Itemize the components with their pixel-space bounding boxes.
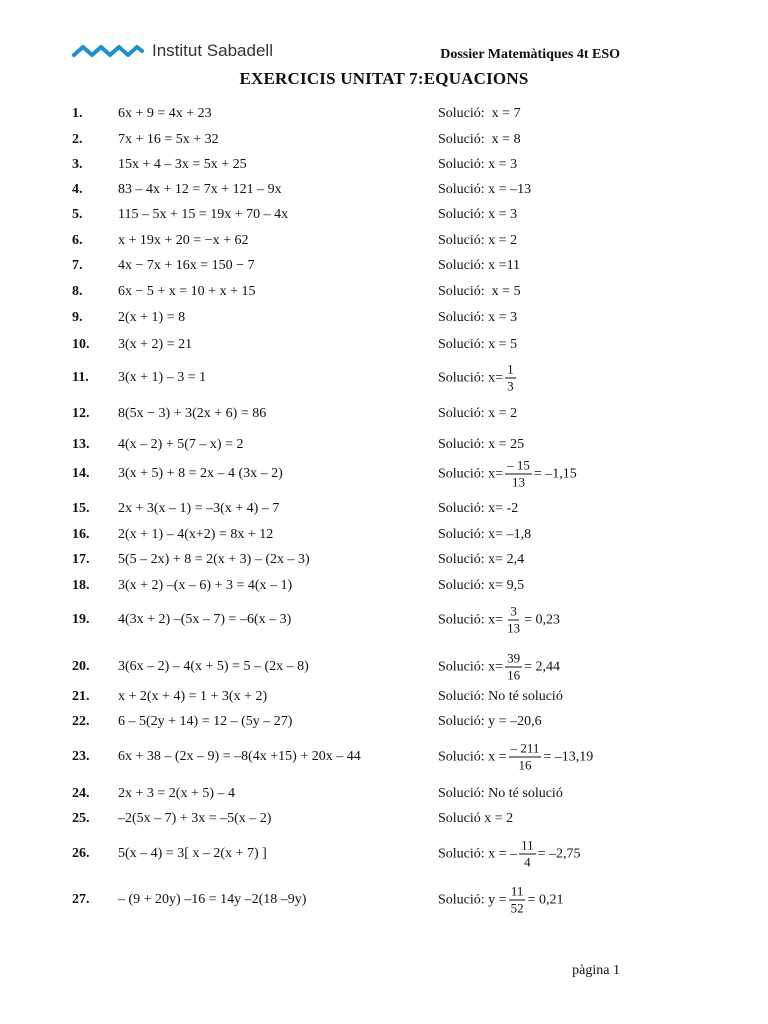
solution xyxy=(438,527,531,543)
solution-decimal: = 0,23 xyxy=(524,612,560,627)
exercise-row xyxy=(0,883,768,916)
solution-text: Solució: x = 8 xyxy=(438,132,521,147)
equation: 15x + 4 – 3x = 5x + 25 xyxy=(118,157,247,172)
solution-text: Solució: x= xyxy=(438,370,504,385)
solution-decimal: = –1,15 xyxy=(533,466,577,481)
solution-fraction xyxy=(519,838,536,871)
exercise-number: 24. xyxy=(72,786,90,801)
equation: 115 – 5x + 15 = 19x + 70 – 4x xyxy=(118,207,289,222)
exercise-number: 26. xyxy=(72,846,90,861)
solution xyxy=(438,552,524,568)
solution-text: Solució: No té solució xyxy=(438,786,563,801)
page-number: pàgina 1 xyxy=(572,963,620,978)
solution-text: Solució: x = – xyxy=(438,846,518,861)
solution xyxy=(438,182,531,198)
exercise-row xyxy=(0,361,768,394)
school-logo xyxy=(72,40,273,62)
solution-text: Solució: x = 7 xyxy=(438,106,521,121)
exercise-row xyxy=(0,685,768,709)
exercise-row xyxy=(0,497,768,521)
equation: – (9 + 20y) –16 = 14y –2(18 –9y) xyxy=(118,892,307,907)
fraction-denominator: 4 xyxy=(524,854,531,870)
equation: –2(5x – 7) + 3x = –5(x – 2) xyxy=(118,811,272,826)
solution xyxy=(438,310,517,326)
solution-text: Solució: x= -2 xyxy=(438,501,519,516)
solution xyxy=(438,714,542,730)
exercise-number: 23. xyxy=(72,749,90,764)
equation: x + 19x + 20 = −x + 62 xyxy=(118,233,249,248)
equation: 3(x + 1) – 3 = 1 xyxy=(118,370,207,385)
page-title: EXERCICIS UNITAT 7:EQUACIONS xyxy=(239,69,529,88)
exercise-row xyxy=(0,548,768,572)
solution-text: Solució: No té solució xyxy=(438,689,563,704)
equation: 8(5x − 3) + 3(2x + 6) = 86 xyxy=(118,406,267,421)
solution xyxy=(438,157,517,173)
solution xyxy=(438,106,521,122)
exercise-number: 11. xyxy=(72,370,89,385)
exercise-number: 2. xyxy=(72,132,83,147)
exercise-number: 5. xyxy=(72,207,83,222)
solution-text: Solució: x = 3 xyxy=(438,310,518,325)
solution xyxy=(438,786,563,802)
exercise-row xyxy=(0,782,768,806)
fraction-numerator: 11 xyxy=(510,883,524,899)
exercise-row xyxy=(0,433,768,457)
fraction-denominator: 13 xyxy=(507,620,521,636)
exercise-row xyxy=(0,153,768,177)
solution xyxy=(438,458,577,491)
solution-text: Solució: x = 25 xyxy=(438,437,525,452)
exercise-row xyxy=(0,807,768,831)
equation: 2(x + 1) = 8 xyxy=(118,310,186,325)
exercise-row xyxy=(0,523,768,547)
exercise-number: 7. xyxy=(72,258,83,273)
equation: x + 2(x + 4) = 1 + 3(x + 2) xyxy=(118,689,268,704)
exercise-number: 20. xyxy=(72,659,90,674)
exercise-row xyxy=(0,333,768,357)
exercise-row xyxy=(0,254,768,278)
solution xyxy=(438,838,581,871)
solution-fraction xyxy=(505,604,522,637)
solution xyxy=(438,362,518,395)
equation: 5(5 – 2x) + 8 = 2(x + 3) – (2x – 3) xyxy=(118,552,310,567)
solution-text: Solució: x= xyxy=(438,659,504,674)
solution-decimal: = 0,21 xyxy=(527,892,564,907)
exercise-row xyxy=(0,710,768,734)
solution-text: Solució: x = 2 xyxy=(438,406,518,421)
exercise-number: 25. xyxy=(72,811,90,826)
solution xyxy=(438,437,524,453)
exercise-number: 4. xyxy=(72,182,83,197)
equation: 4(3x + 2) –(5x – 7) = –6(x – 3) xyxy=(118,612,292,627)
exercise-number: 10. xyxy=(72,337,90,352)
solution xyxy=(438,689,563,705)
solution-text: Solució: x= –1,8 xyxy=(438,527,532,542)
exercise-row xyxy=(0,740,768,773)
solution-text: Solució: x = 3 xyxy=(438,207,518,222)
solution xyxy=(438,406,517,422)
exercise-row xyxy=(0,128,768,152)
solution xyxy=(438,207,517,223)
solution-text: Solució: x = 5 xyxy=(438,284,521,299)
fraction-denominator: 13 xyxy=(511,474,525,490)
solution-fraction xyxy=(505,362,516,395)
fraction-denominator: 16 xyxy=(507,667,521,683)
solution xyxy=(438,604,560,637)
equation: 6x + 38 – (2x – 9) = –8(4x +15) + 20x – 44 xyxy=(118,749,361,764)
solution-text: Solució: x= xyxy=(438,612,504,627)
solution xyxy=(438,578,524,594)
equation: 83 – 4x + 12 = 7x + 121 – 9x xyxy=(118,182,282,197)
fraction-numerator: 11 xyxy=(521,837,534,853)
solution-text: Solució: y = xyxy=(438,892,507,907)
solution-text: Solució: x = 3 xyxy=(438,157,518,172)
solution-text: Solució: x= 9,5 xyxy=(438,578,525,593)
solution-fraction xyxy=(509,884,526,917)
equation: 3(x + 2) –(x – 6) + 3 = 4(x – 1) xyxy=(118,578,293,593)
fraction-denominator: 52 xyxy=(510,900,524,916)
equation: 4x − 7x + 16x = 150 − 7 xyxy=(118,258,255,273)
exercise-row xyxy=(0,203,768,227)
exercise-number: 9. xyxy=(72,310,83,325)
solution-decimal: = –13,19 xyxy=(543,749,594,764)
exercise-row xyxy=(0,229,768,253)
solution xyxy=(438,337,517,353)
equation: 3(x + 5) + 8 = 2x – 4 (3x – 2) xyxy=(118,466,283,481)
solution-text: Solució: x = 5 xyxy=(438,337,518,352)
fraction-denominator: 3 xyxy=(507,378,514,394)
equation: 2x + 3(x – 1) = –3(x + 4) – 7 xyxy=(118,501,280,516)
equation: 2x + 3 = 2(x + 5) – 4 xyxy=(118,786,236,801)
fraction-numerator: 3 xyxy=(510,603,517,619)
exercise-row xyxy=(0,402,768,426)
exercise-row xyxy=(0,457,768,490)
equation: 6x + 9 = 4x + 23 xyxy=(118,106,212,121)
exercise-row xyxy=(0,178,768,202)
equation: 5(x – 4) = 3[ x – 2(x + 7) ] xyxy=(118,846,267,861)
exercise-number: 16. xyxy=(72,527,90,542)
solution xyxy=(438,651,560,684)
solution xyxy=(438,233,517,249)
exercise-row xyxy=(0,837,768,870)
exercise-number: 13. xyxy=(72,437,90,452)
fraction-numerator: – 15 xyxy=(507,457,530,473)
exercise-number: 17. xyxy=(72,552,90,567)
solution-text: Solució x = 2 xyxy=(438,811,514,826)
exercise-number: 15. xyxy=(72,501,90,516)
exercise-number: 3. xyxy=(72,157,83,172)
exercise-number: 6. xyxy=(72,233,83,248)
exercise-row xyxy=(0,102,768,126)
solution-decimal: = 2,44 xyxy=(524,659,560,674)
exercise-number: 19. xyxy=(72,612,90,627)
solution xyxy=(438,501,518,517)
exercise-row xyxy=(0,603,768,636)
logo-text: Institut Sabadell xyxy=(152,41,273,60)
solution-fraction xyxy=(509,741,542,774)
fraction-numerator: 39 xyxy=(507,650,521,666)
exercise-number: 14. xyxy=(72,466,90,481)
solution-text: Solució: x =11 xyxy=(438,258,521,273)
wave-logo-icon xyxy=(72,43,144,59)
solution-text: Solució: x = xyxy=(438,749,507,764)
exercise-row xyxy=(0,306,768,330)
solution xyxy=(438,741,593,774)
exercise-number: 1. xyxy=(72,106,83,121)
fraction-numerator: 1 xyxy=(507,361,514,377)
fraction-numerator: – 211 xyxy=(510,740,540,756)
equation: 6x − 5 + x = 10 + x + 15 xyxy=(118,284,256,299)
solution-text: Solució: y = –20,6 xyxy=(438,714,542,729)
exercise-number: 12. xyxy=(72,406,90,421)
solution xyxy=(438,811,513,827)
equation: 7x + 16 = 5x + 32 xyxy=(118,132,219,147)
solution-text: Solució: x = 2 xyxy=(438,233,518,248)
solution xyxy=(438,132,521,148)
exercise-row xyxy=(0,280,768,304)
equation: 6 – 5(2y + 14) = 12 – (5y – 27) xyxy=(118,714,293,729)
exercise-number: 8. xyxy=(72,284,83,299)
solution-text: Solució: x= xyxy=(438,466,504,481)
exercise-row xyxy=(0,574,768,598)
solution-fraction xyxy=(505,651,522,684)
equation: 2(x + 1) – 4(x+2) = 8x + 12 xyxy=(118,527,274,542)
solution-fraction xyxy=(505,458,532,491)
equation: 3(x + 2) = 21 xyxy=(118,337,193,352)
solution xyxy=(438,284,521,300)
exercise-row xyxy=(0,650,768,683)
exercise-number: 27. xyxy=(72,892,90,907)
exercise-number: 22. xyxy=(72,714,90,729)
solution-text: Solució: x= 2,4 xyxy=(438,552,525,567)
fraction-denominator: 16 xyxy=(518,757,532,773)
equation: 3(6x – 2) – 4(x + 5) = 5 – (2x – 8) xyxy=(118,659,309,674)
solution-decimal: = –2,75 xyxy=(537,846,581,861)
exercise-number: 18. xyxy=(72,578,90,593)
solution xyxy=(438,884,563,917)
solution xyxy=(438,258,520,274)
equation: 4(x – 2) + 5(7 – x) = 2 xyxy=(118,437,244,452)
exercise-number: 21. xyxy=(72,689,90,704)
solution-text: Solució: x = –13 xyxy=(438,182,532,197)
document-title: Dossier Matemàtiques 4t ESO xyxy=(440,47,620,62)
